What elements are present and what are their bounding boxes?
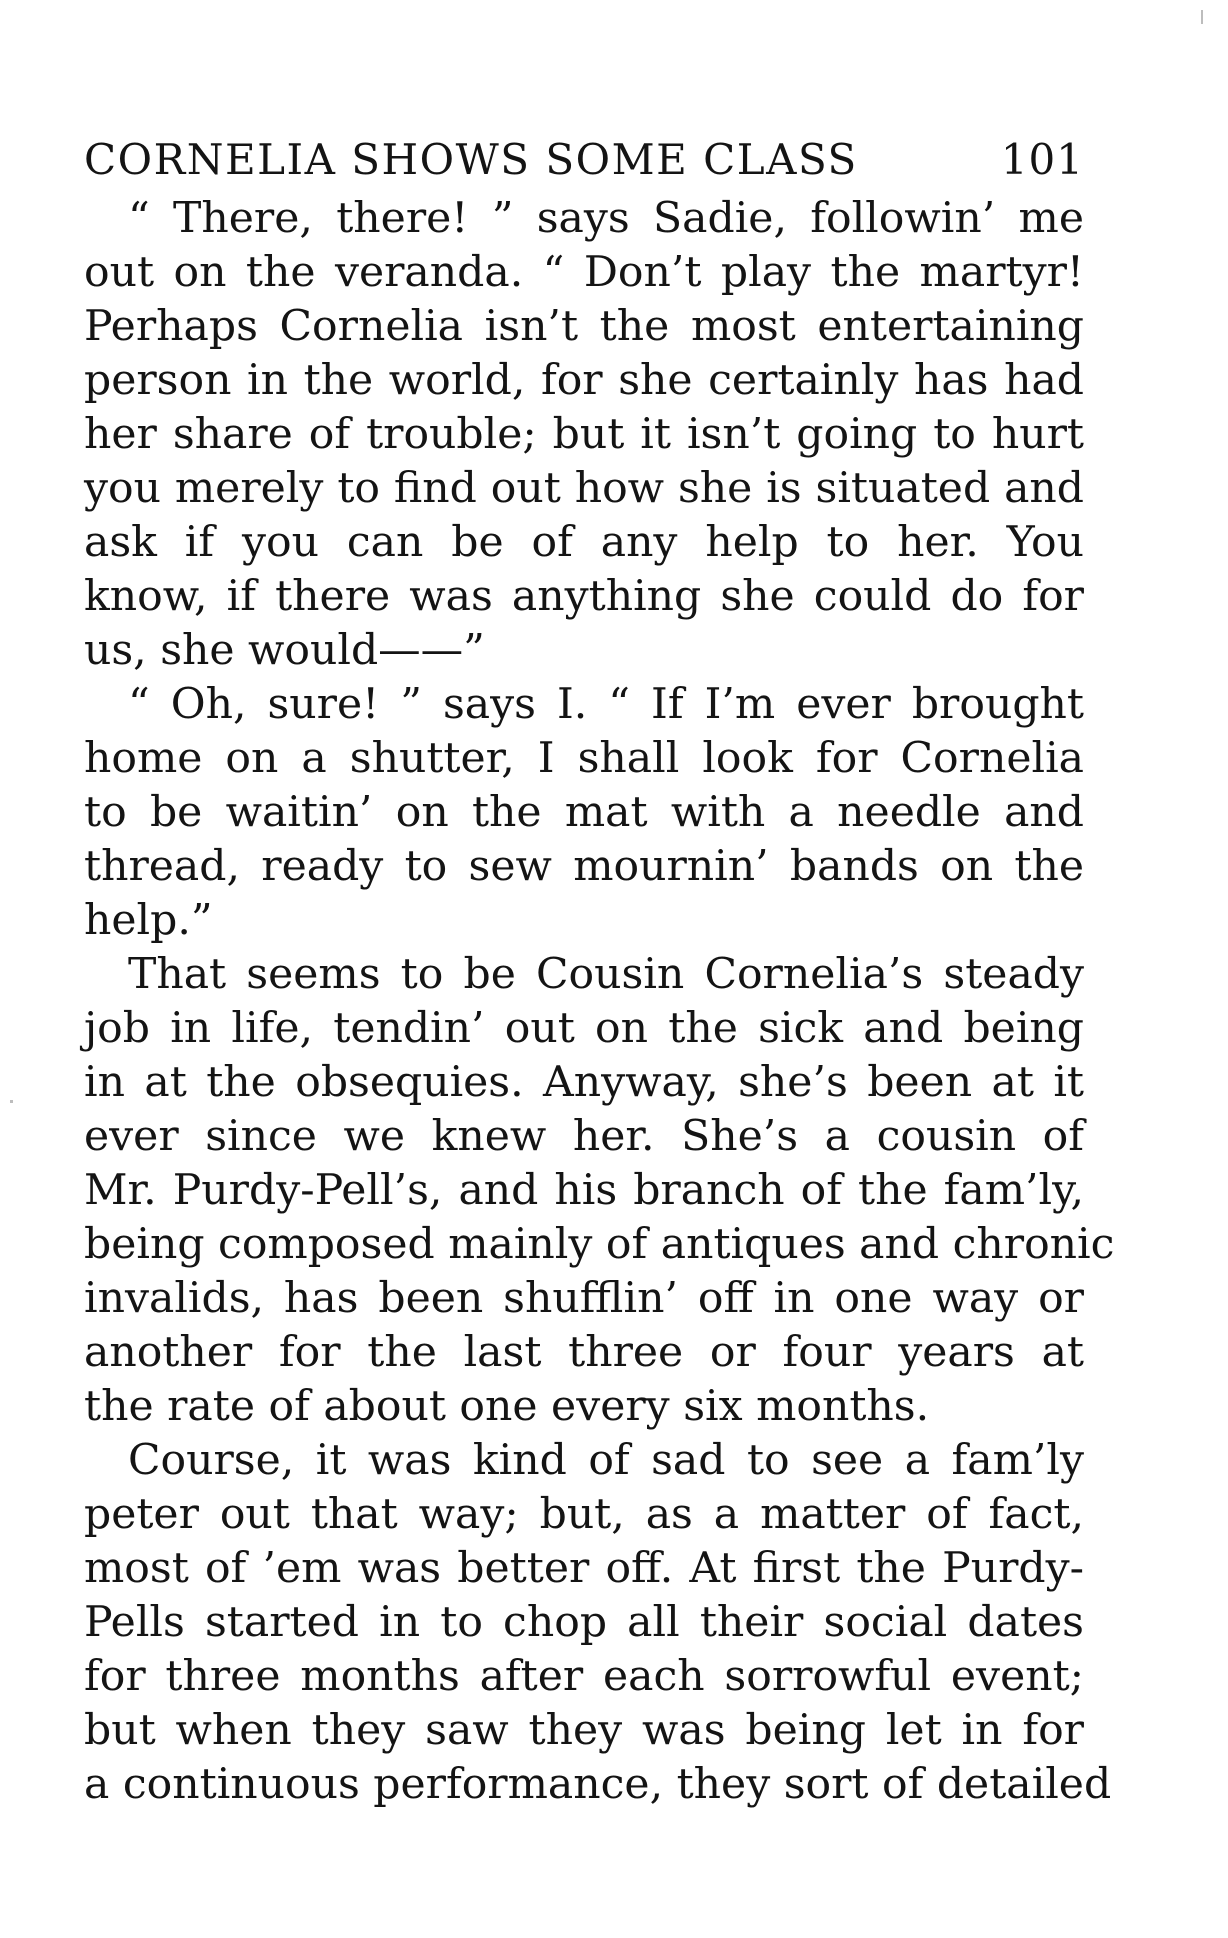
- text-line: being composed mainly of antiques and chronic: [84, 1220, 1115, 1269]
- text-line: the rate of about one every six months.: [84, 1382, 930, 1431]
- book-page: [84, 132, 1115, 1812]
- text-line: Pells started in to chop all their social dates: [84, 1598, 1084, 1647]
- text-line: person in the world, for she certainly has had: [84, 356, 1084, 405]
- text-line: ask if you can be of any help to her. You: [84, 518, 1084, 567]
- text-line: “ There, there! ” says Sadie, followin’ me: [128, 194, 1084, 243]
- paragraph: [84, 948, 1115, 1434]
- text-line: invalids, has been shufflin’ off in one way or: [84, 1274, 1084, 1323]
- text-line: help.”: [84, 896, 213, 945]
- running-header: [84, 132, 1084, 188]
- text-line: in at the obsequies. Anyway, she’s been at it: [84, 1058, 1084, 1107]
- text-line: us, she would——”: [84, 626, 485, 675]
- text-line: ever since we knew her. She’s a cousin of: [84, 1112, 1084, 1161]
- text-line: know, if there was anything she could do for: [84, 572, 1084, 621]
- text-line: her share of trouble; but it isn’t going to hurt: [84, 410, 1084, 459]
- text-line: Course, it was kind of sad to see a fam’ly: [128, 1436, 1084, 1485]
- text-line: a continuous performance, they sort of detailed: [84, 1760, 1112, 1809]
- paragraph: [84, 678, 1084, 948]
- text-line: “ Oh, sure! ” says I. “ If I’m ever brought: [128, 680, 1084, 729]
- text-line: out on the veranda. “ Don’t play the martyr!: [84, 248, 1084, 297]
- text-line: thread, ready to sew mournin’ bands on the: [84, 842, 1084, 891]
- text-line: job in life, tendin’ out on the sick and being: [84, 1004, 1084, 1053]
- text-line: most of ’em was better off. At first the Purdy-: [84, 1544, 1084, 1593]
- scan-speck: [10, 1100, 13, 1103]
- scan-speck: [1201, 10, 1203, 24]
- text-line: for three months after each sorrowful event;: [84, 1652, 1084, 1701]
- paragraph: [84, 1434, 1112, 1812]
- text-line: peter out that way; but, as a matter of fact,: [84, 1490, 1084, 1539]
- text-line: you merely to find out how she is situated and: [84, 464, 1084, 513]
- text-line: to be waitin’ on the mat with a needle and: [84, 788, 1084, 837]
- running-title: CORNELIA SHOWS SOME CLASS: [84, 135, 858, 184]
- page-number: 101: [1000, 135, 1084, 184]
- text-line: another for the last three or four years at: [84, 1328, 1084, 1377]
- text-line: Mr. Purdy-Pell’s, and his branch of the fam’ly,: [84, 1166, 1084, 1215]
- paragraph: [84, 192, 1084, 678]
- text-line: but when they saw they was being let in for: [84, 1706, 1084, 1755]
- text-line: Perhaps Cornelia isn’t the most entertaining: [84, 302, 1084, 351]
- text-line: That seems to be Cousin Cornelia’s steady: [128, 950, 1084, 999]
- text-line: home on a shutter, I shall look for Cornelia: [84, 734, 1084, 783]
